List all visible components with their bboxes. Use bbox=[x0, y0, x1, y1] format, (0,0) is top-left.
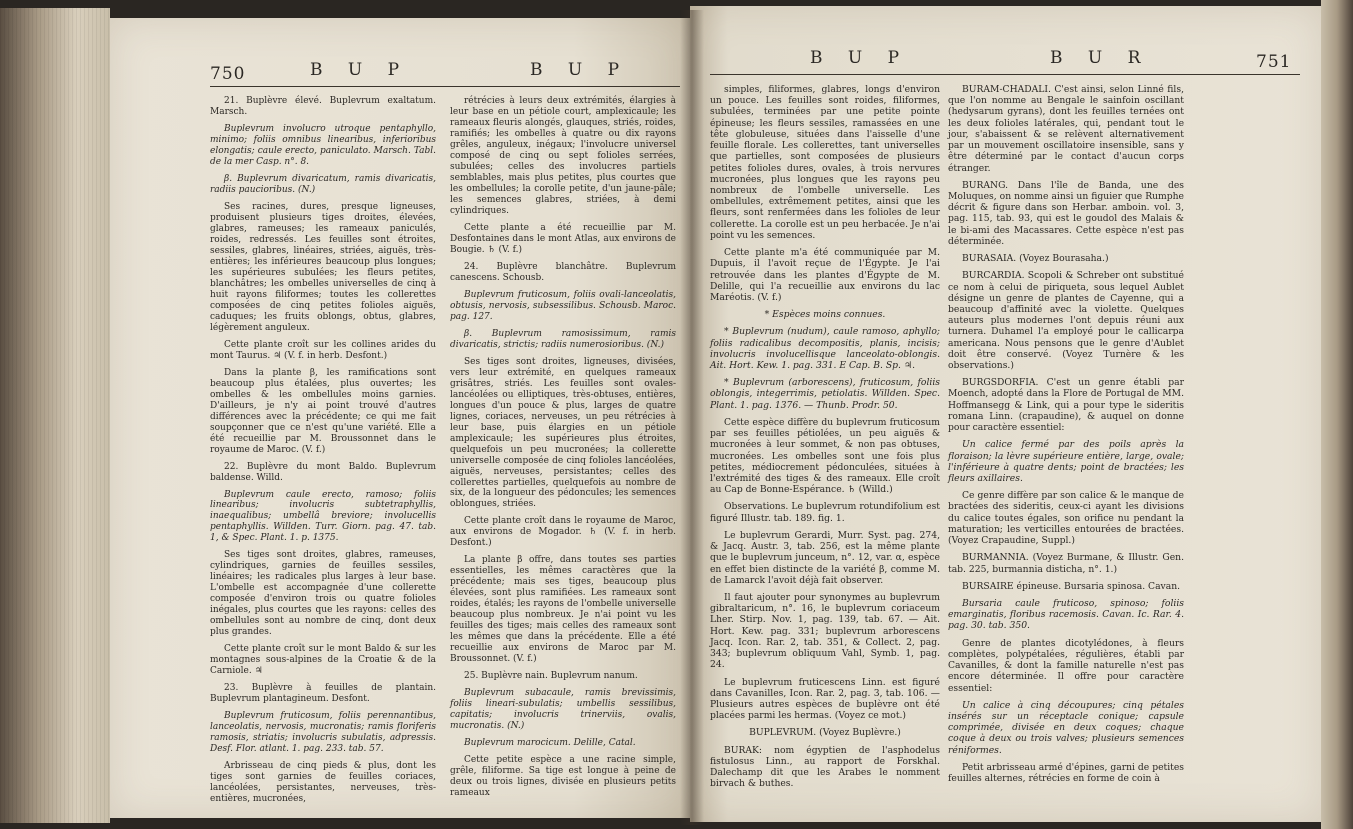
right-page bbox=[690, 6, 1322, 822]
paragraph: Petit arbrisseau armé d'épines, garni de petites feuilles alternes, rétrécies en forme de coin à bbox=[948, 761, 1184, 785]
paragraph: 23. Buplèvre à feuilles de plantain. Buplevrum plantagineum. Desfont. bbox=[210, 683, 436, 705]
paragraph: Le buplevrum Gerardi, Murr. Syst. pag. 274, & Jacq. Austr. 3, tab. 256, est la même plante que le buplevrum junceum, n°. 12, var. α, espèce en effet bien distincte de la variété β, comme M. de Lamarck l'avoit déjà fait observer. bbox=[710, 529, 940, 586]
running-head-right-1: B U P bbox=[810, 48, 910, 68]
paragraph: Ses racines, dures, presque ligneuses, produisent plusieurs tiges droites, élevées, glabres, rameuses; les rameaux paniculés, roides, redressés. Les feuilles sont étroites, sessiles, glabres, linéaires, striées, aiguës, très-entières; les inférieures beaucoup plus longues; les supérieures subulées; les fleurs petites, blanchâtres; les ombelles universelles de cinq à huit rayons filiformes; toutes les collerettes composées de cinq petites folioles aiguës, caduques; les fruits oblongs, obtus, glabres, légèrement anguleux. bbox=[210, 201, 436, 333]
left-page bbox=[110, 18, 690, 818]
paragraph: 25. Buplèvre nain. Buplevrum nanum. bbox=[464, 671, 638, 682]
left-page-column-1 bbox=[210, 96, 436, 811]
right-page-column-2 bbox=[948, 84, 1184, 790]
paragraph: BURSAIRE épineuse. Bursaria spinosa. Cavan. bbox=[962, 580, 1181, 592]
paragraph: Ce genre diffère par son calice & le manque de bractées des sideritis, ceux-ci ayant les divisions du calice toutes égales, son orifice nu pendant la maturation; les verticilles entourées de bractées. (Voyez Crapaudine, Suppl.) bbox=[948, 490, 1184, 547]
left-page-column-2 bbox=[450, 96, 676, 805]
paragraph: Un calice fermé par des poils après la floraison; la lèvre supérieure entière, large, ovale; l'inférieure à quatre dents; point de bractées; les fleurs axillaires. bbox=[948, 439, 1184, 484]
paragraph: * Buplevrum (nudum), caule ramoso, aphyllo; foliis radicalibus decompositis, planis, incisis; involucris involucellisque lanceolato-oblongis. Ait. Hort. Kew. 1. pag. 331. E Cap. B. Sp. ♃. bbox=[710, 326, 940, 372]
paragraph: Cette plante croît sur les collines arides du mont Taurus. ♃ (V. f. in herb. Desfont.) bbox=[210, 339, 436, 361]
paragraph: Cette plante croît dans le royaume de Maroc, aux environs de Mogador. ♄ (V. f. in herb. Desfont.) bbox=[450, 516, 676, 549]
running-head-left-2: B U P bbox=[530, 60, 630, 80]
paragraph: β. Buplevrum divaricatum, ramis divaricatis, radiis paucioribus. (N.) bbox=[210, 173, 436, 195]
page-number-right: 751 bbox=[1256, 52, 1292, 72]
paragraph: BURGSDORFIA. C'est un genre établi par Moench, adopté dans la Flore de Portugal de MM. Hoffmansegg & Link, qui a pour type le sideritis romana Linn. (crapaudine), & auquel on donne pour caractère essentiel: bbox=[948, 377, 1184, 434]
paragraph: Observations. Le buplevrum rotundifolium est figuré Illustr. tab. 189. fig. 1. bbox=[710, 501, 940, 524]
paragraph: Cette plante m'a été communiquée par M. Dupuis, il l'avoit reçue de l'Égypte. Je l'ai retrouvée dans les plantes d'Égypte de M. Delille, qui l'a recueillie aux environs du lac Maréotis. (V. f.) bbox=[710, 247, 940, 303]
header-rule-right bbox=[710, 74, 1300, 75]
paragraph: * Espèces moins connues. bbox=[764, 309, 886, 321]
paragraph: Un calice à cinq découpures; cinq pétales insérés sur un réceptacle conique; capsule comprimée, divisée en deux coques; chaque coque à deux ou trois valves; plusieurs semences réniformes. bbox=[948, 699, 1184, 756]
paragraph: 24. Buplèvre blanchâtre. Buplevrum canescens. Schousb. bbox=[450, 261, 676, 283]
paragraph: Buplevrum subacaule, ramis brevissimis, foliis lineari-subulatis; umbellis sessilibus, capitatis; involucris trinerviis, ovalis, mucronatis. (N.) bbox=[450, 688, 676, 732]
paragraph: Cette petite espèce a une racine simple, grêle, filiforme. Sa tige est longue à peine de deux ou trois lignes, divisée en plusieurs petits rameaux bbox=[450, 755, 676, 799]
paragraph: * Buplevrum (arborescens), fruticosum, foliis oblongis, integerrimis, petiolatis. Willden. Spec. Plant. 1. pag. 1376. — Thunb. Prodr. 50. bbox=[710, 377, 940, 411]
paragraph: Arbrisseau de cinq pieds & plus, dont les tiges sont garnies de feuilles coriaces, lancéolées, persistantes, nerveuses, très-entières, mucronées, bbox=[210, 761, 436, 805]
page-number-left: 750 bbox=[210, 64, 246, 84]
paragraph: BURAK: nom égyptien de l'asphodelus fistulosus Linn., au rapport de Forskhal. Dalechamp dit que les Arabes le nomment birvach & buthes. bbox=[710, 744, 940, 790]
paragraph: BURAM-CHADALI. C'est ainsi, selon Linné fils, que l'on nomme au Bengale le sainfoin oscillant (hedysarum gyrans), dont les feuilles ternées ont les deux folioles latérales, qui, pendant tout le jour, s'abaissent & se relèvent alternativement par un mouvement oscillatoire insensible, sans y être déterminé par le contact d'aucun corps étranger. bbox=[948, 84, 1184, 174]
paragraph: La plante β offre, dans toutes ses parties essentielles, les mêmes caractères que la précédente; mais ses tiges, beaucoup plus élevées, sont plus ramifiées. Les rameaux sont roides, étalés; les rayons de l'ombelle universelle beaucoup plus nombreux. Je n'ai point vu les feuilles des tiges; mais celles des rameaux sont les mêmes que dans la précédente. Elle a été recueillie aux environs de Maroc par M. Broussonnet. (V. f.) bbox=[450, 555, 676, 665]
paragraph: BURMANNIA. (Voyez Burmane, & Illustr. Gen. tab. 225, burmannia disticha, n°. 1.) bbox=[948, 552, 1184, 575]
paragraph: rétrécies à leurs deux extrémités, élargies à leur base en un pétiole court, amplexicaule; les rameaux fleuris alongés, glauques, striés, roides, ramifiés; les ombelles à quatre ou dix rayons grêles, anguleux, inégaux; l'involucre universel composé de cinq ou sept folioles serrées, subulées; celles des involucres partiels semblables, mais plus petites, plus courtes que les ombellules; la corolle petite, d'un jaune-pâle; les semences glabres, striées, à demi cylindriques. bbox=[450, 96, 676, 216]
page-stack-right bbox=[1321, 0, 1353, 829]
page-stack-left bbox=[0, 8, 110, 823]
paragraph: simples, filiformes, glabres, longs d'environ un pouce. Les feuilles sont roides, filiformes, subulées, terminées par une petite pointe épineuse; les fleurs sessiles, ramassées en une tête globuleuse, situées dans l'aisselle d'une feuille florale. Les collerettes, tant universelles que partielles, sont composées de plusieurs petites folioles dures, ovales, à trois nervures mucronées, plus longues que les rayons peu nombreux de l'ombelle universelle. Les ombellules, extrêmement petites, ainsi que les fleurs, sont renfermées dans les folioles de leur collerette. La corolle est un peu herbacée. Je n'ai point vu les semences. bbox=[710, 84, 940, 241]
paragraph: Buplevrum marocicum. Delille, Catal. bbox=[464, 738, 636, 749]
running-head-left-1: B U P bbox=[310, 60, 410, 80]
paragraph: BURANG. Dans l'île de Banda, une des Moluques, on nomme ainsi un figuier que Rumphe décrit & figure dans son Herbar. amboin. vol. 3, pag. 115, tab. 93, qui est le goudol des Malais & le bi-ami des Macassares. Cette espèce n'est pas déterminée. bbox=[948, 179, 1184, 247]
right-page-column-1 bbox=[710, 84, 940, 795]
paragraph: Buplevrum involucro utroque pentaphyllo, minimo; foliis omnibus linearibus, inferioribus elongatis; caule erecto, paniculato. Marsch. Tabl. de la mer Casp. n°. 8. bbox=[210, 123, 436, 167]
running-head-right-2: B U R bbox=[1050, 48, 1151, 68]
paragraph: 21. Buplèvre élevé. Buplevrum exaltatum. Marsch. bbox=[210, 96, 436, 117]
paragraph: Dans la plante β, les ramifications sont beaucoup plus étalées, plus ouvertes; les ombelles & les ombellules moins garnies. D'ailleurs, je n'y ai point trouvé d'autres différences avec la précédente; ce qui me fait soupçonner que ce n'est qu'une variété. Elle a été recueillie par M. Broussonnet dans le royaume de Maroc. (V. f.) bbox=[210, 367, 436, 455]
paragraph: β. Buplevrum ramosissimum, ramis divaricatis, strictis; radiis numerosioribus. (N.) bbox=[450, 328, 676, 350]
book-gutter bbox=[680, 10, 704, 825]
paragraph: Buplevrum fruticosum, foliis perennantibus, lanceolatis, nervosis, mucronatis; ramis floriferis ramosis, striatis; involucris subulatis, adpressis. Desf. Flor. atlant. 1. pag. 233. tab. 57. bbox=[210, 711, 436, 755]
paragraph: Cette plante croît sur le mont Baldo & sur les montagnes sous-alpines de la Croatie & de la Carniole. ♃ bbox=[210, 644, 436, 677]
paragraph: Ses tiges sont droites, ligneuses, divisées, vers leur extrémité, en quelques rameaux grisâtres, striés. Les feuilles sont ovales-lancéolées ou elliptiques, très-obtuses, entières, longues d'un pouce & plus, larges de quatre lignes, coriaces, nerveuses, un peu rétrécies à leur base, puis élargies en un pétiole amplexicaule; les supérieures plus étroites, quelquefois un peu mucronées; la collerette universelle composée de cinq folioles lancéolées, aiguës, nerveuses, persistantes; celles des collerettes partielles, quelquefois au nombre de six, de la longueur des pédoncules; les semences oblongues, striées. bbox=[450, 356, 676, 510]
paragraph: Buplevrum caule erecto, ramoso; foliis linearibus; involucris subtetraphyllis, inaequalibus; umbellâ breviore; involucellis pentaphyllis. Willden. Turr. Giorn. pag. 47. tab. 1, & Spec. Plant. 1. p. 1375. bbox=[210, 489, 436, 544]
paragraph: Cette plante a été recueillie par M. Desfontaines dans le mont Atlas, aux environs de Bougie. ♄ (V. f.) bbox=[450, 222, 676, 255]
paragraph: Ses tiges sont droites, glabres, rameuses, cylindriques, garnies de feuilles sessiles, linéaires; les radicales plus larges à leur base. L'ombelle est accompagnée d'une collerette composée d'environ trois ou quatre folioles inégales, plus courtes que les rayons: celles des ombellules sont au nombre de cinq, dont deux plus grandes. bbox=[210, 550, 436, 638]
paragraph: BUPLEVRUM. (Voyez Buplèvre.) bbox=[749, 727, 901, 739]
paragraph: BURCARDIA. Scopoli & Schreber ont substitué ce nom à celui de piriqueta, sous lequel Aublet désigne un genre de plantes de Cayenne, qui a beaucoup d'affinité avec la violette. Quelques auteurs plus modernes l'ont depuis réuni aux turnera. Duhamel l'a employé pour le callicarpa americana. Nous pensons que le genre d'Aublet doit être conservé. (Voyez Turnère & les observations.) bbox=[948, 270, 1184, 372]
paragraph: BURASAIA. (Voyez Bourasaha.) bbox=[962, 253, 1109, 265]
paragraph: Genre de plantes dicotylédones, à fleurs complètes, polypétalées, régulières, établi par Cavanilles, & dont la famille naturelle n'est pas encore déterminée. Il offre pour caractère essentiel: bbox=[948, 637, 1184, 694]
paragraph: Cette espèce diffère du buplevrum fruticosum par ses feuilles pétiolées, un peu aiguës & mucronées à leur sommet, & non pas obtuses, mucronées. Les ombelles sont une fois plus petites, médiocrement pédonculées, situées à l'extrémité des tiges & des rameaux. Elle croît au Cap de Bonne-Espérance. ♄ (Willd.) bbox=[710, 416, 940, 496]
paragraph: Buplevrum fruticosum, foliis ovali-lanceolatis, obtusis, nervosis, subsessilibus. Schousb. Maroc. pag. 127. bbox=[450, 289, 676, 322]
paragraph: 22. Buplèvre du mont Baldo. Buplevrum baldense. Willd. bbox=[210, 461, 436, 483]
paragraph: Le buplevrum fruticescens Linn. est figuré dans Cavanilles, Icon. Rar. 2, pag. 3, tab. 106. — Plusieurs autres espèces de buplèvre ont été placées parmi les hermas. (Voyez ce mot.) bbox=[710, 676, 940, 722]
paragraph: Bursaria caule fruticoso, spinoso; foliis emarginatis, floribus racemosis. Cavan. Ic. Rar. 4. pag. 30. tab. 350. bbox=[948, 597, 1184, 632]
paragraph: Il faut ajouter pour synonymes au buplevrum gibraltaricum, n°. 16, le buplevrum coriaceum Lher. Stirp. Nov. 1, pag. 139, tab. 67. — Ait. Hort. Kew. pag. 331; buplevrum arborescens Jacq. Icon. Rar. 2, tab. 351, & Collect. 2, pag. 343; buplevrum obliquum Vahl, Symb. 1, pag. 24. bbox=[710, 591, 940, 671]
header-rule-left bbox=[210, 86, 680, 87]
